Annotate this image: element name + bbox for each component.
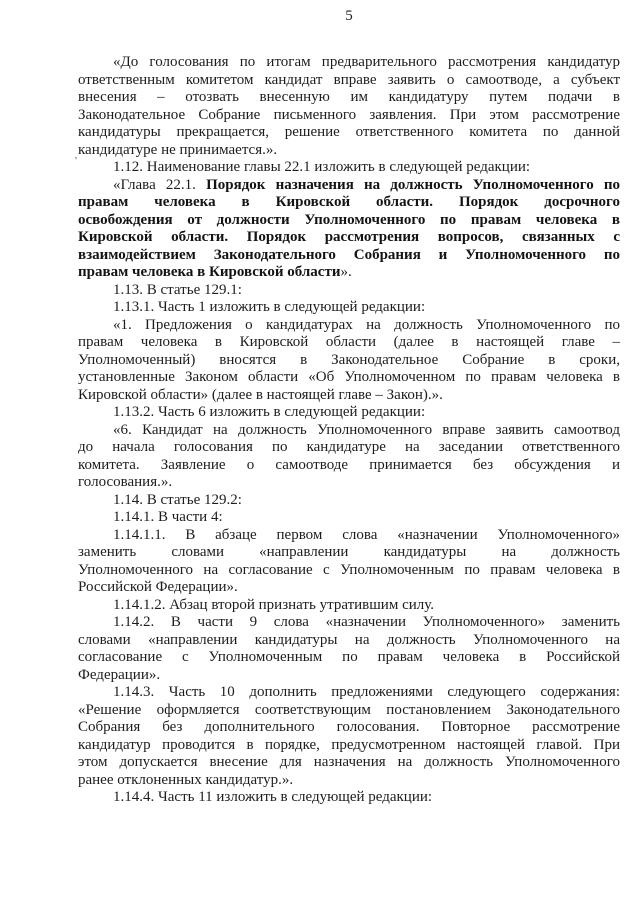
paragraph-amendment-quote: [78, 54, 620, 159]
scan-speck: ': [75, 155, 77, 167]
text-line: Федерации».: [78, 666, 161, 683]
chapter-title-bold: Порядок назначения на должность Уполномоченного по: [206, 176, 620, 193]
text-line: 1.14.4. Часть 11 изложить в следующей редакции:: [113, 789, 433, 805]
text-line: 1.13. В статье 129.1:: [113, 281, 242, 298]
text-line: 1.14.2. В части 9 слова «назначении Уполномоченного» заменить: [113, 614, 620, 630]
text-line: установленные Законом области «Об Уполномоченном по правам человека в: [78, 369, 620, 385]
text-line: 1.14.1.1. В абзаце первом слова «назначении Уполномоченного»: [113, 526, 620, 543]
paragraph-item-1-14-1-1: [78, 527, 620, 597]
text-line: кандидатуры прекращается, решение ответственного комитета по данной: [78, 124, 620, 140]
paragraph-item-1-14-1-2: [78, 597, 620, 615]
paragraph-item-1-14-2: [78, 614, 620, 684]
text-line: 1.14.3. Часть 10 дополнить предложениями следующего содержания:: [113, 684, 620, 700]
paragraph-item-1-14-1: [78, 509, 620, 527]
text-line: 1.13.1. Часть 1 изложить в следующей редакции:: [113, 299, 426, 315]
paragraph-item-1-14-3: [78, 684, 620, 789]
text-line: 1.14.1. В части 4:: [113, 509, 223, 525]
chapter-title-bold: правам человека в Кировской области: [78, 264, 341, 280]
paragraph-part6-quote: [78, 422, 620, 492]
text-line: 1.12. Наименование главы 22.1 изложить в следующей редакции:: [113, 159, 531, 175]
text-line: освобождения от должности Уполномоченного по правам человека в: [78, 211, 620, 228]
text-line: взаимодействием Законодательного Собрания и Уполномоченного по: [78, 246, 620, 263]
text-line: правам человека в Кировской области (далее в настоящей главе –: [78, 334, 620, 350]
text-line: Уполномоченный) вносятся в Законодательное Собрание в сроки,: [78, 351, 620, 368]
text-line: ранее отклоненных кандидатур.».: [78, 771, 294, 788]
text-line: 1.14. В статье 129.2:: [113, 491, 242, 508]
text-line: голосования.».: [78, 474, 173, 490]
text-line: внесения – отозвать внесенную им кандидатуру путем подачи в: [78, 89, 620, 105]
text-line: до начала голосования по кандидатуре на заседании ответственного: [78, 439, 620, 455]
paragraph-chapter-22-1-heading: [78, 177, 620, 282]
text-line: «1. Предложения о кандидатурах на должность Уполномоченного по: [113, 316, 620, 333]
text-line: ответственным комитетом кандидат вправе заявить о самоотводе, а субъект: [78, 71, 620, 88]
chapter-label: «Глава 22.1.: [113, 176, 207, 193]
paragraph-item-1-14: [78, 492, 620, 510]
text-line: 1.13.2. Часть 6 изложить в следующей редакции:: [113, 404, 426, 420]
text-line: Кировской области» (далее в настоящей главе – Закон).».: [78, 386, 443, 403]
text-line: комитета. Заявление о самоотводе принимается без обсуждения и: [78, 456, 620, 473]
text-line: 1.14.1.2. Абзац второй признать утратившим силу.: [113, 596, 434, 613]
paragraph-item-1-13-2: [78, 404, 620, 422]
paragraph-item-1-12: [78, 159, 620, 177]
text-line: «Решение оформляется соответствующим постановлением Законодательного: [78, 701, 620, 718]
text-line: [78, 264, 620, 282]
text-line: заменить словами «направлении кандидатуры на должность: [78, 544, 620, 560]
paragraph-part1-quote: [78, 317, 620, 405]
text-line: «До голосования по итогам предварительного рассмотрения кандидатур: [113, 54, 620, 70]
paragraph-item-1-13: [78, 282, 620, 300]
document-text-block: [78, 54, 620, 807]
text-line: Собрания без дополнительного голосования. Повторное рассмотрение: [78, 719, 620, 735]
text-line: Российской Федерации».: [78, 579, 238, 595]
text-line: «6. Кандидат на должность Уполномоченного вправе заявить самоотвод: [113, 421, 620, 438]
text-line: Уполномоченного на согласование с Уполномоченным по правам человека в: [78, 561, 620, 578]
text-line: [78, 177, 620, 195]
text-line: словами «направлении кандидатуры на должность Уполномоченного на: [78, 631, 620, 648]
text-line: Кировской области. Порядок рассмотрения вопросов, связанных с: [78, 229, 620, 245]
text-line: кандидатуре не принимается.».: [78, 141, 278, 158]
text-line: кандидатур проводится в порядке, предусмотренном настоящей главой. При: [78, 736, 620, 753]
text-line: этом допускается внесение для назначения на должность Уполномоченного: [78, 754, 620, 770]
text-line: правам человека в Кировской области. Порядок досрочного: [78, 194, 620, 210]
text-line: согласование с Уполномоченным по правам человека в Российской: [78, 649, 620, 665]
page-number: 5: [345, 8, 353, 24]
text-line: Законодательное Собрание письменного заявления. При этом рассмотрение: [78, 106, 620, 123]
closing-quote: ».: [340, 264, 352, 280]
paragraph-item-1-13-1: [78, 299, 620, 317]
paragraph-item-1-14-4: [78, 789, 620, 807]
